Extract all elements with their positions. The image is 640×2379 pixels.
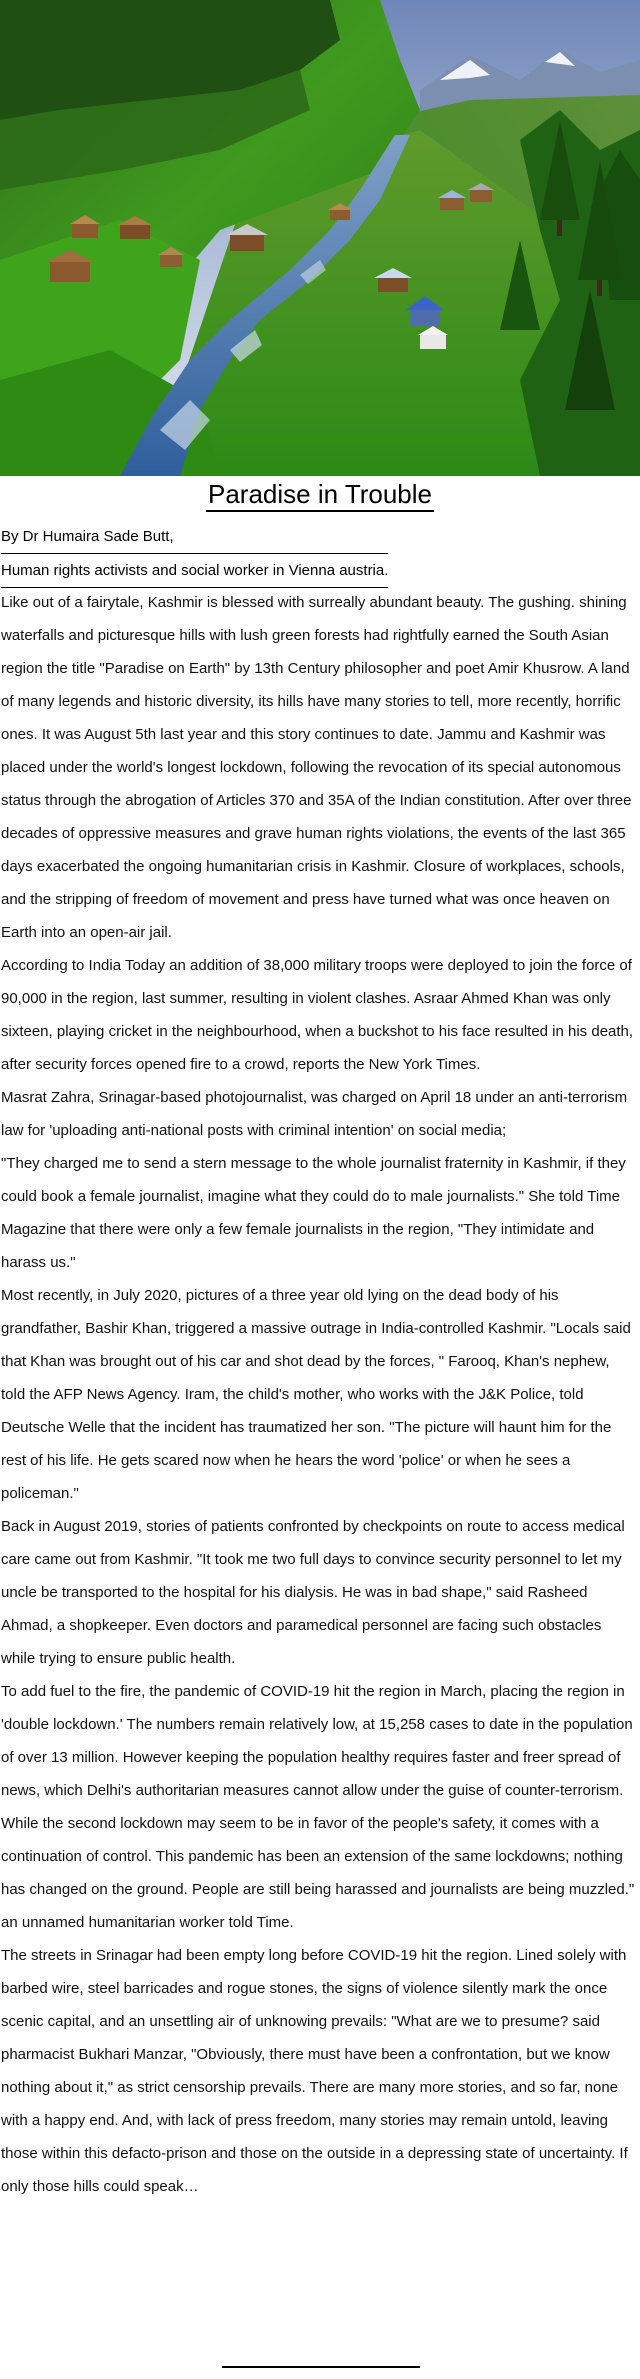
article-paragraph: Like out of a fairytale, Kashmir is blessed with surreally abundant beauty. The gushing. shining waterfalls and picturesque hills with lush green forests had rightfully earned the South Asian region the title "Paradise on Earth" by 13th Century philosopher and poet Amir Khusrow. A land of many legends and historic diversity, its hills have many stories to tell, more recently, horrific ones. It was August 5th last year and this story continues to date. Jammu and Kashmir was placed under the world's longest lockdown, following the revocation of its special autonomous status through the abrogation of Articles 370 and 35A of the Indian constitution. After over three decades of oppressive measures and grave human rights violations, the events of the last 365 days exacerbated the ongoing humanitarian crisis in Kashmir. Closure of workplaces, schools, and the stripping of freedom of movement and press have turned what was once heaven on Earth into an open-air jail.: [1, 594, 632, 941]
article-paragraph: To add fuel to the fire, the pandemic of COVID-19 hit the region in March, placing the region in 'double lockdown.' The numbers remain relatively low, at 15,258 cases to date in the population of over 13 million. However keeping the population healthy requires faster and freer spread of news, which Delhi's authoritarian measures cannot allow under the guise of counter-terrorism. While the second lockdown may seem to be in favor of the people's safety, it comes with a continuation of control. This pandemic has been an extension of the same lockdowns; nothing has changed on the ground. People are still being harassed and journalists are being muzzled." an unnamed humanitarian worker told Time.: [1, 1683, 635, 1931]
article-paragraph: "They charged me to send a stern message to the whole journalist fraternity in Kashmir, if they could book a female journalist, imagine what they could do to male journalists." She told Time Magazine that there were only a few female journalists in the region, "They intimidate and harass us.": [1, 1155, 626, 1271]
article-paragraph: According to India Today an addition of 38,000 military troops were deployed to join the force of 90,000 in the region, last summer, resulting in violent clashes. Asraar Ahmed Khan was only sixteen, playing cricket in the neighbourhood, when a buckshot to his face resulted in his death, after security forces opened fire to a crowd, reports the New York Times.: [1, 957, 634, 1073]
byline: [1, 520, 388, 588]
author-name: By Dr Humaira Sade Butt,: [1, 520, 174, 554]
page-title: [0, 478, 640, 510]
byline-author-row: [1, 520, 388, 554]
author-role: Human rights activists and social worker in Vienna austria: [1, 554, 384, 588]
page-title-text: Paradise in Trouble: [206, 479, 434, 512]
hero-image: [0, 0, 640, 476]
article-body: [1, 586, 637, 2203]
landscape-photo-icon: [0, 0, 640, 476]
footer-divider: [222, 2366, 420, 2368]
article-paragraph: The streets in Srinagar had been empty long before COVID-19 hit the region. Lined solely with barbed wire, steel barricades and rogue stones, the signs of violence silently mark the once scenic capital, and an unsettling air of unknowing prevails: "What are we to presume? said pharmacist Bukhari Manzar, "Obviously, there must have been a confrontation, but we know nothing about it," as strict censorship prevails. There are many more stories, and so far, none with a happy end. And, with lack of press freedom, many stories may remain untold, leaving those within this defacto-prison and those on the outside in a depressing state of uncertainty. If only those hills could speak…: [1, 1947, 628, 2195]
article-paragraph: Masrat Zahra, Srinagar-based photojournalist, was charged on April 18 under an anti-terrorism law for 'uploading anti-national posts with criminal intention' on social media;: [1, 1089, 628, 1139]
byline-role-row: [1, 554, 388, 588]
byline-period: .: [384, 562, 389, 579]
article-paragraph: Most recently, in July 2020, pictures of a three year old lying on the dead body of his grandfather, Bashir Khan, triggered a massive outrage in India-controlled Kashmir. "Locals said that Khan was brought out of his car and shot dead by the forces, " Farooq, Khan's nephew, told the AFP News Agency. Iram, the child's mother, who works with the J&K Police, told Deutsche Welle that the incident has traumatized her son. "The picture will haunt him for the rest of his life. He gets scared now when he hears the word 'police' or when he sees a policeman.": [1, 1287, 631, 1502]
article-paragraph: Back in August 2019, stories of patients confronted by checkpoints on route to access medical care came out from Kashmir. "It took me two full days to convince security personnel to let my uncle be transported to the hospital for his dialysis. He was in bad shape," said Rasheed Ahmad, a shopkeeper. Even doctors and paramedical personnel are facing such obstacles while trying to ensure public health.: [1, 1518, 625, 1667]
